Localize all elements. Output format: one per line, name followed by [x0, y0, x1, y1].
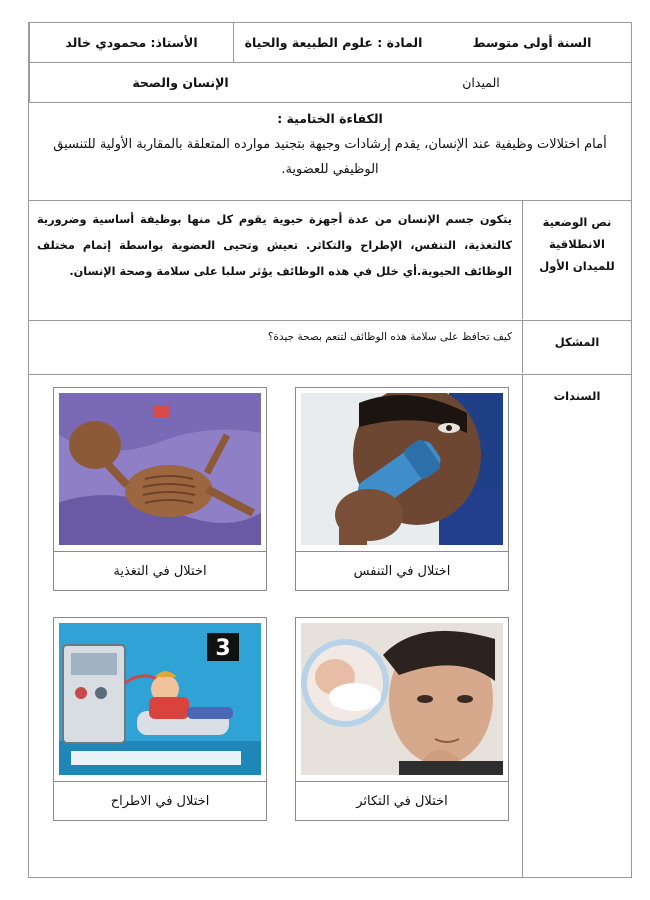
situation-text: يتكون جسم الإنسان من عدة أجهزة حيوية يقوم كل منها بوظيفة أساسية وضرورية كالتغذية، التنفس، الإطراح والتكاثر. تعيش وتحيى العضوية بواسطة إتمام مختلف الوظائف الحيوية.أي خلل في هذه الوظائف يؤثر سلبا على سلامة وصحة الإنسان.: [37, 213, 512, 278]
competency-text: أمام اختلالات وظيفية عند الإنسان، يقدم إرشادات وجيهة بتجنيد موارده المتعلقة بالمقاربة الأولية للتنسيق الوظيفي للعضوية.: [53, 137, 607, 177]
competency-title: الكفاءة الختامية :: [277, 111, 383, 126]
field-value: الإنسان والصحة: [132, 75, 229, 90]
teacher-cell: [29, 23, 233, 62]
lesson-sheet: [28, 22, 632, 878]
subject-cell: [233, 23, 433, 62]
documents-label: السندات: [553, 389, 601, 403]
competency-row: [29, 103, 631, 201]
field-row: [29, 63, 631, 103]
document-card-breathing: [295, 387, 509, 591]
problem-label: المشكل: [554, 335, 600, 349]
document-caption-excretion: اختلال في الاطراح: [54, 781, 266, 820]
header-row: [29, 23, 631, 63]
field-value-cell: [29, 63, 331, 102]
teacher-text: الأستاذ: محمودي خالد: [65, 35, 198, 50]
situation-label: نص الوضعية الانطلاقية للميدان الأول: [539, 215, 615, 273]
situation-content: [29, 201, 523, 319]
subject-text: المادة : علوم الطبيعة والحياة: [244, 35, 423, 50]
malnourished-child-photo: [59, 393, 261, 545]
inhaler-child-photo: [301, 393, 503, 545]
field-label-cell: [331, 63, 631, 102]
document-card-excretion: [53, 617, 267, 821]
worried-man-baby-photo: [301, 623, 503, 775]
document-card-nutrition: [53, 387, 267, 591]
document-caption-breathing: اختلال في التنفس: [296, 551, 508, 590]
dialysis-illustration: [59, 623, 261, 775]
documents-row: [29, 375, 631, 877]
problem-text: كيف تحافظ على سلامة هذه الوظائف لتنعم بصحة جيدة؟: [267, 331, 512, 343]
document-caption-nutrition: اختلال في التغذية: [54, 551, 266, 590]
document-caption-reproduction: اختلال في التكاثر: [296, 781, 508, 820]
dialysis-badge: 3: [215, 636, 231, 661]
problem-row: [29, 321, 631, 375]
problem-content: [29, 321, 523, 373]
documents-content: [29, 375, 523, 877]
situation-row: [29, 201, 631, 321]
document-card-reproduction: [295, 617, 509, 821]
level-text: السنة أولى متوسط: [472, 35, 592, 50]
level-cell: [433, 23, 631, 62]
field-label: الميدان: [462, 75, 500, 90]
